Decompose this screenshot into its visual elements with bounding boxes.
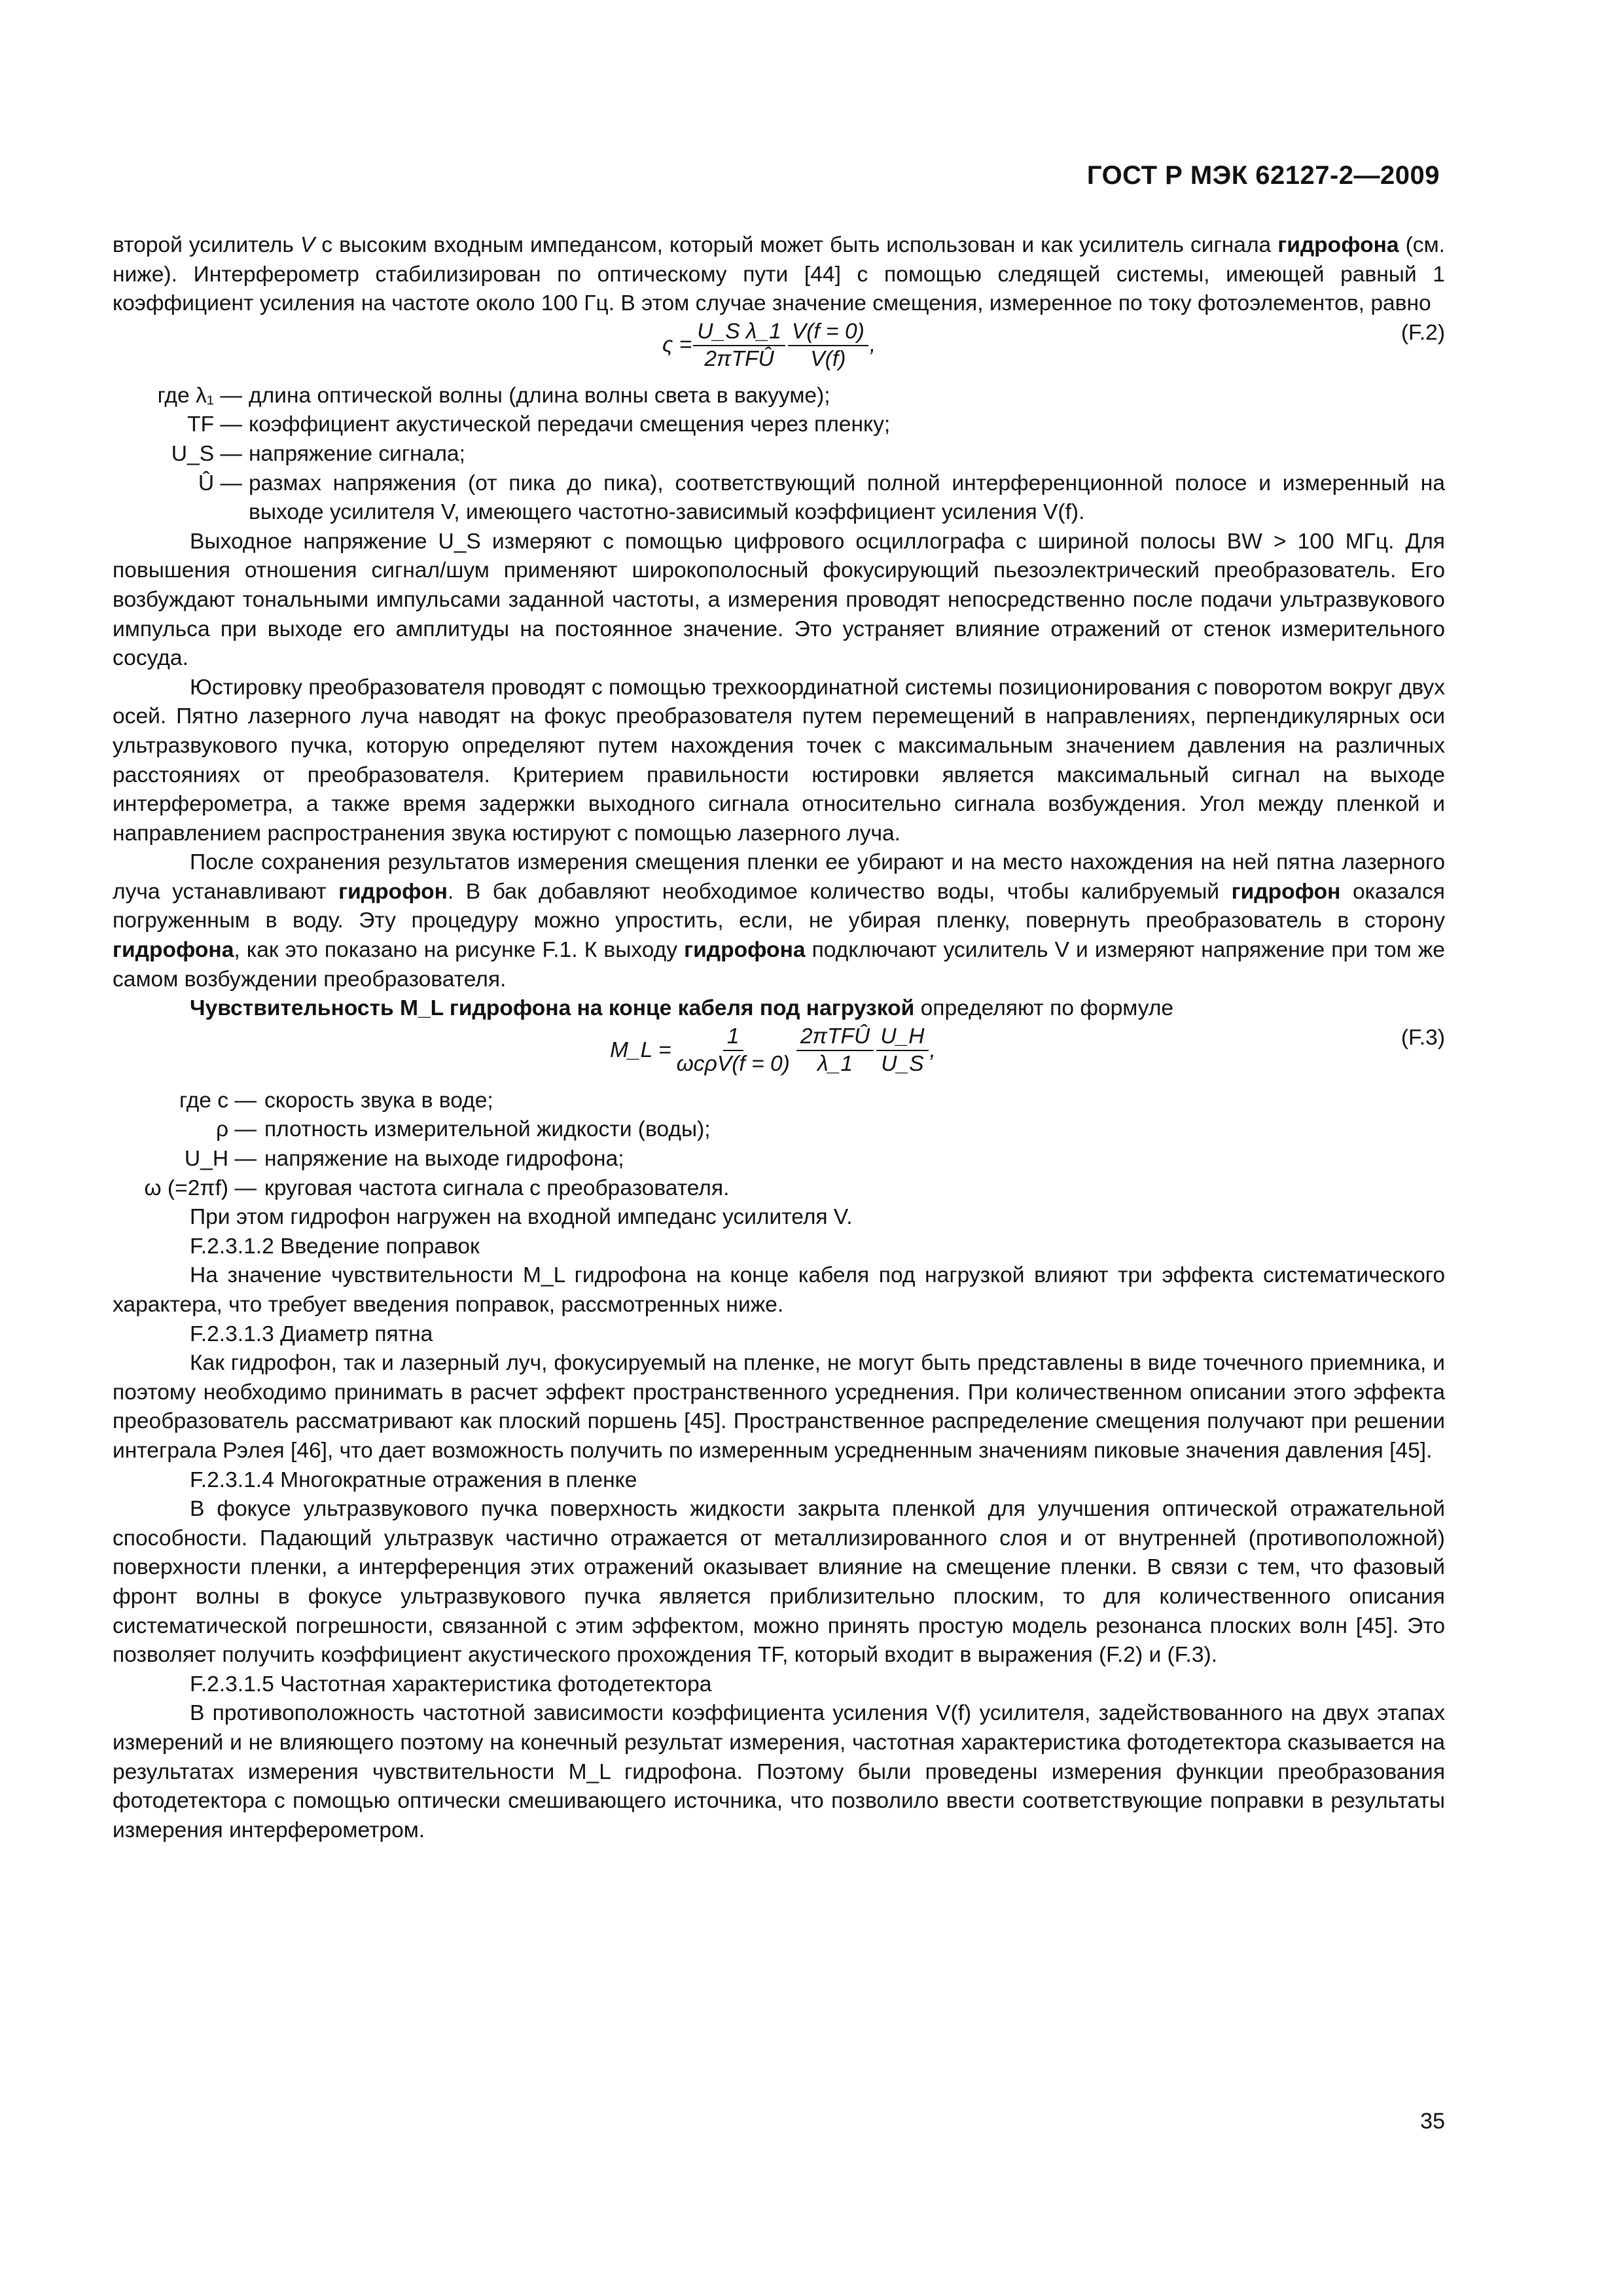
formula-f2-number: (F.2) — [1400, 320, 1445, 345]
paragraph-1: второй усилитель V с высоким входным импедансом, который может быть использован и как усилитель сигнала гидрофона (см. ниже). Интерферометр стабилизирован по оптическому пути [44] с помощью следящей системы, имеющей равный 1 коэффициент усиления на частоте около 100 Гц. В этом случае значение смещения, измеренное по току фотоэлементов, равно — [113, 233, 1446, 316]
document-body — [113, 231, 1445, 1845]
paragraph-3: Юстировку преобразователя проводят с помощью трехкоординатной системы позиционирования с поворотом вокруг двух осей. Пятно лазерного луча наводят на фокус преобразователя путем перемещений в направлениях, перпендикулярных оси ультразвукового пучка, которую определяют путем нахождения точек с максимальным значением давления на различных расстояниях от преобразователя. Критерием правильности юстировки является максимальный сигнал на выходе интерферометра, а также время задержки выходного сигнала относительно сигнала возбуждения. Угол между пленкой и направлением распространения звука юстируют с помощью лазерного луча. — [113, 675, 1445, 846]
formula-f2-lhs: ς = — [662, 332, 692, 357]
paragraph-10: В противоположность частотной зависимости коэффициента усиления V(f) усилителя, задействованного на двух этапах измерений и не влияющего поэтому на конечный результат измерения, частотная характеристика фотодетектора сказывается на результатах измерения чувствительности M_L гидрофона. Поэтому были проведены измерения функции преобразования фотодетектора с помощью оптически смешивающего источника, что позволило ввести соответствующие поправки в результаты измерения интерферометром. — [113, 1701, 1445, 1842]
formula-f2-den2: V(f) — [810, 346, 846, 371]
definition-item: где λ₁ — длина оптической волны (длина волны света в вакууме); — [157, 383, 830, 408]
formula-f3-num2: 2πTFÛ — [796, 1024, 874, 1051]
definition-item: Û — размах напряжения (от пика до пика), соответствующий полной интерференционной полосе и измеренный на выходе усилителя V, имеющего частотно-зависимый коэффициент усиления V(f). — [198, 471, 1445, 525]
definition-item: ρ — плотность измерительной жидкости (воды); — [215, 1117, 711, 1142]
formula-f3: M_L = $\frac{1}{\text{ωcρV(f = 0)}}$ $\frac{\text{2πTFÛ}}{\lambda\_1}$ $\frac{U\_H}{U\_S}$ , (F.3) — [610, 1024, 1445, 1076]
subsection-heading: F.2.3.1.5 Частотная характеристика фотодетектора — [190, 1672, 712, 1696]
paragraph-4: После сохранения результатов измерения смещения пленки ее убирают и на место нахождения на ней пятна лазерного луча устанавливают гидрофон. В бак добавляют необходимое количество воды, чтобы калибруемый гидрофон оказался погруженным в воду. Эту процедуру можно упростить, если, не убирая пленку, повернуть преобразователь в сторону гидрофона, как это показано на рисунке F.1. К выходу гидрофона подключают усилитель V и измеряют напряжение при том же самом возбуждении преобразователя. — [113, 850, 1445, 992]
definition-item: U_H — напряжение на выходе гидрофона; — [184, 1147, 624, 1172]
paragraph-7: На значение чувствительности M_L гидрофона на конце кабеля под нагрузкой влияют три эффекта систематического характера, что требует введения поправок, рассмотренных ниже. — [113, 1263, 1445, 1317]
formula-f3-den1: ωcρV(f = 0) — [676, 1051, 790, 1076]
formula-f3-number: (F.3) — [1400, 1025, 1445, 1050]
formula-f2: ς = $\frac{\text{U\_S λ\_1}}{\text{2πTFÛ}}$ $\frac{V(f = 0)}{V(f)}$ , (F.2) — [662, 319, 1445, 371]
definitions-f2 — [113, 382, 1445, 528]
page-number: 35 — [1420, 2109, 1445, 2134]
standard-header: ГОСТ Р МЭК 62127-2—2009 — [1086, 161, 1440, 190]
paragraph-9: В фокусе ультразвукового пучка поверхность жидкости закрыта пленкой для улучшения оптической отражательной способности. Падающий ультразвук частично отражается от металлизированного слоя и от внутренней (противоположной) поверхности пленки, а интерференция этих отражений оказывает влияние на смещение пленки. В связи с тем, что фазовый фронт волны в фокусе ультразвукового пучка является приблизительно плоским, то для количественного описания систематической погрешности, связанной с этим эффектом, можно принять простую модель резонанса плоских волн [45]. Это позволяет получить коэффициент акустического прохождения TF, который входит в выражения (F.2) и (F.3). — [113, 1497, 1445, 1668]
definition-item: ω (=2πf) — круговая частота сигнала с преобразователя. — [144, 1175, 730, 1200]
definition-item: где c — скорость звука в воде; — [179, 1088, 493, 1113]
definitions-f3 — [113, 1086, 1445, 1203]
formula-f2-num2: V(f = 0) — [788, 319, 868, 346]
subsection-heading: F.2.3.1.2 Введение поправок — [190, 1234, 480, 1259]
formula-f2-den1: 2πTFÛ — [704, 346, 774, 371]
definition-item: TF — коэффициент акустической передачи смещения через пленку; — [187, 412, 891, 437]
subsection-heading: F.2.3.1.4 Многократные отражения в пленке — [190, 1467, 637, 1492]
subsection-heading: F.2.3.1.3 Диаметр пятна — [190, 1321, 433, 1346]
paragraph-6: При этом гидрофон нагружен на входной импеданс усилителя V. — [190, 1205, 853, 1230]
paragraph-2: Выходное напряжение U_S измеряют с помощью цифрового осциллографа с шириной полосы BW > 100 МГц. Для повышения отношения сигнал/шум применяют широкополосный фокусирующий пьезоэлектрический преобразователь. Его возбуждают тональными импульсами заданной частоты, а измерения проводят непосредственно после подачи ультразвукового импульса при выходе его амплитуды на постоянное значение. Это устраняет влияние отражений от стенок измерительного сосуда. — [113, 529, 1445, 671]
formula-f3-den2: λ_1 — [817, 1051, 853, 1076]
definition-item: U_S — напряжение сигнала; — [171, 441, 465, 466]
formula-f3-den3: U_S — [881, 1051, 924, 1076]
formula-f3-num1: 1 — [723, 1024, 743, 1051]
formula-f3-num3: U_H — [876, 1024, 928, 1051]
formula-f3-lhs: M_L = — [610, 1037, 671, 1062]
paragraph-8: Как гидрофон, так и лазерный луч, фокусируемый на пленке, не могут быть представлены в виде точечного приемника, и поэтому необходимо принимать в расчет эффект пространственного усреднения. При количественном описании этого эффекта преобразователь рассматривают как плоский поршень [45]. Пространственное распределение смещения получают при решении интеграла Рэлея [46], что дает возможность получить по измеренным усредненным значениям пиковые значения давления [45]. — [113, 1351, 1445, 1463]
paragraph-5: Чувствительность M_L гидрофона на конце кабеля под нагрузкой определяют по формуле — [190, 996, 1174, 1021]
formula-f2-num1: U_S λ_1 — [693, 319, 785, 346]
